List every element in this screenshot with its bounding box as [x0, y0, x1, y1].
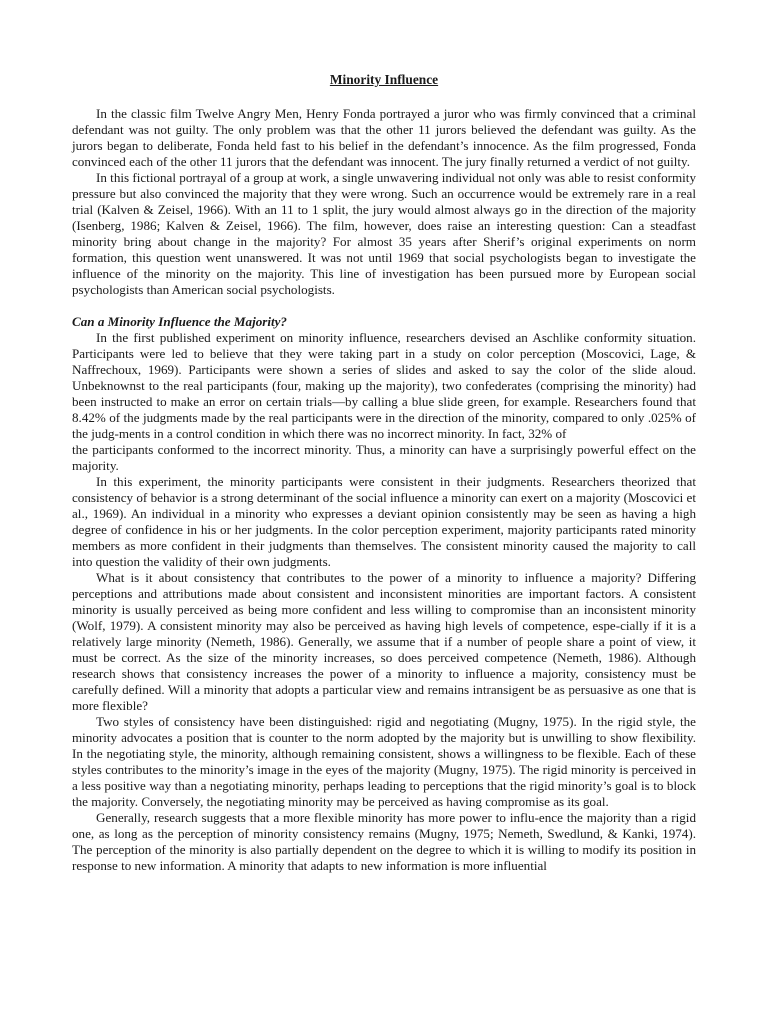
- body-paragraph: In this fictional portrayal of a group at work, a single unwavering individual not only was able to resist conformity pressure but also convinced the majority that they were wrong. Such an occurrence would be extremely rare in a real trial (Kalven & Zeisel, 1966). With an 11 to 1 split, the jury would almost always go in the direction of the majority (Isenberg, 1986; Kalven & Zeisel, 1966). The film, however, does raise an interesting question: Can a steadfast minority bring about change in the majority? For almost 35 years after Sherif’s original experiments on norm formation, this question went unanswered. It was not until 1969 that social psychologists began to investigate the influence of the minority on the majority. This line of investigation has been pursued more by European social psychologists than American social psychologists.: [72, 170, 696, 297]
- document-page: [72, 72, 696, 874]
- body-paragraph: the participants conformed to the incorrect minority. Thus, a minority can have a surprisingly powerful effect on the majority.: [72, 442, 696, 473]
- body-paragraph: In the first published experiment on minority influence, researchers devised an Aschlike conformity situation. Participants were led to believe that they were taking part in a study on color perception (Moscovici, Lage, & Naffrechoux, 1969). Participants were shown a series of slides and asked to say the color of the slide aloud. Unbeknownst to the real participants (four, making up the majority), two confederates (comprising the minority) had been instructed to make an error on certain trials—by calling a blue slide green, for example. Researchers found that 8.42% of the judgments made by the real participants were in the direction of the minority, compared to only .025% of the judg-ments in a control condition in which there was no incorrect minority. In fact, 32% of: [72, 330, 696, 441]
- body-paragraph: Generally, research suggests that a more flexible minority has more power to influ-ence the majority than a rigid one, as long as the perception of minority consistency remains (Mugny, 1975; Nemeth, Swedlund, & Kanki, 1974). The perception of the minority is also partially dependent on the degree to which it is willing to modify its position in response to new information. A minority that adapts to new information is more influential: [72, 810, 696, 873]
- document-title: Minority Influence: [329, 72, 439, 87]
- body-paragraph: Two styles of consistency have been distinguished: rigid and negotiating (Mugny, 1975). In the rigid style, the minority advocates a position that is counter to the norm adopted by the majority but is unwilling to show flexibility. In the negotiating style, the minority, although remaining consistent, shows a willingness to be flexible. Each of these styles contributes to the minority’s image in the eyes of the majority (Mugny, 1975). The rigid minority is perceived in a less positive way than a negotiating minority, perhaps leading to perceptions that the rigid minority’s goal is to block the majority. Conversely, the negotiating minority may be perceived as having compromise as its goal.: [72, 714, 696, 809]
- body-paragraph: What is it about consistency that contributes to the power of a minority to influence a majority? Differing perceptions and attributions made about consistent and inconsistent minorities are important factors. A consistent minority is usually perceived as being more confident and less willing to compromise than an inconsistent minority (Wolf, 1979). A consistent minority may also be perceived as having high levels of competence, espe-cially if it is a relatively large minority (Nemeth, 1986). Generally, we assume that if a number of people share a point of view, it must be correct. As the size of the minority increases, so does perceived competence (Nemeth, 1986). Although research shows that consistency increases the power of a minority to influence a majority, consistency must be carefully defined. Will a minority that adopts a particular view and remains intransigent be as persuasive as one that is more flexible?: [72, 570, 696, 713]
- body-paragraph: In the classic film Twelve Angry Men, Henry Fonda portrayed a juror who was firmly convinced that a criminal defendant was not guilty. The only problem was that the other 11 jurors believed the defendant was guilty. As the jurors began to deliberate, Fonda held fast to his belief in the defendant’s innocence. As the film progressed, Fonda convinced each of the other 11 jurors that the defendant was innocent. The jury finally returned a verdict of not guilty.: [72, 106, 696, 169]
- section-heading: Can a Minority Influence the Majority?: [72, 314, 287, 329]
- body-paragraph: In this experiment, the minority participants were consistent in their judgments. Researchers theorized that consistency of behavior is a strong determinant of the social influence a minority can exert on a majority (Moscovici et al., 1969). An individual in a minority who expresses a deviant opinion consistently may be seen as having a high degree of confidence in his or her judgments. In the color perception experiment, majority participants rated minority members as more confident in their judgments than themselves. The consistent minority caused the majority to call into question the validity of their own judgments.: [72, 474, 696, 569]
